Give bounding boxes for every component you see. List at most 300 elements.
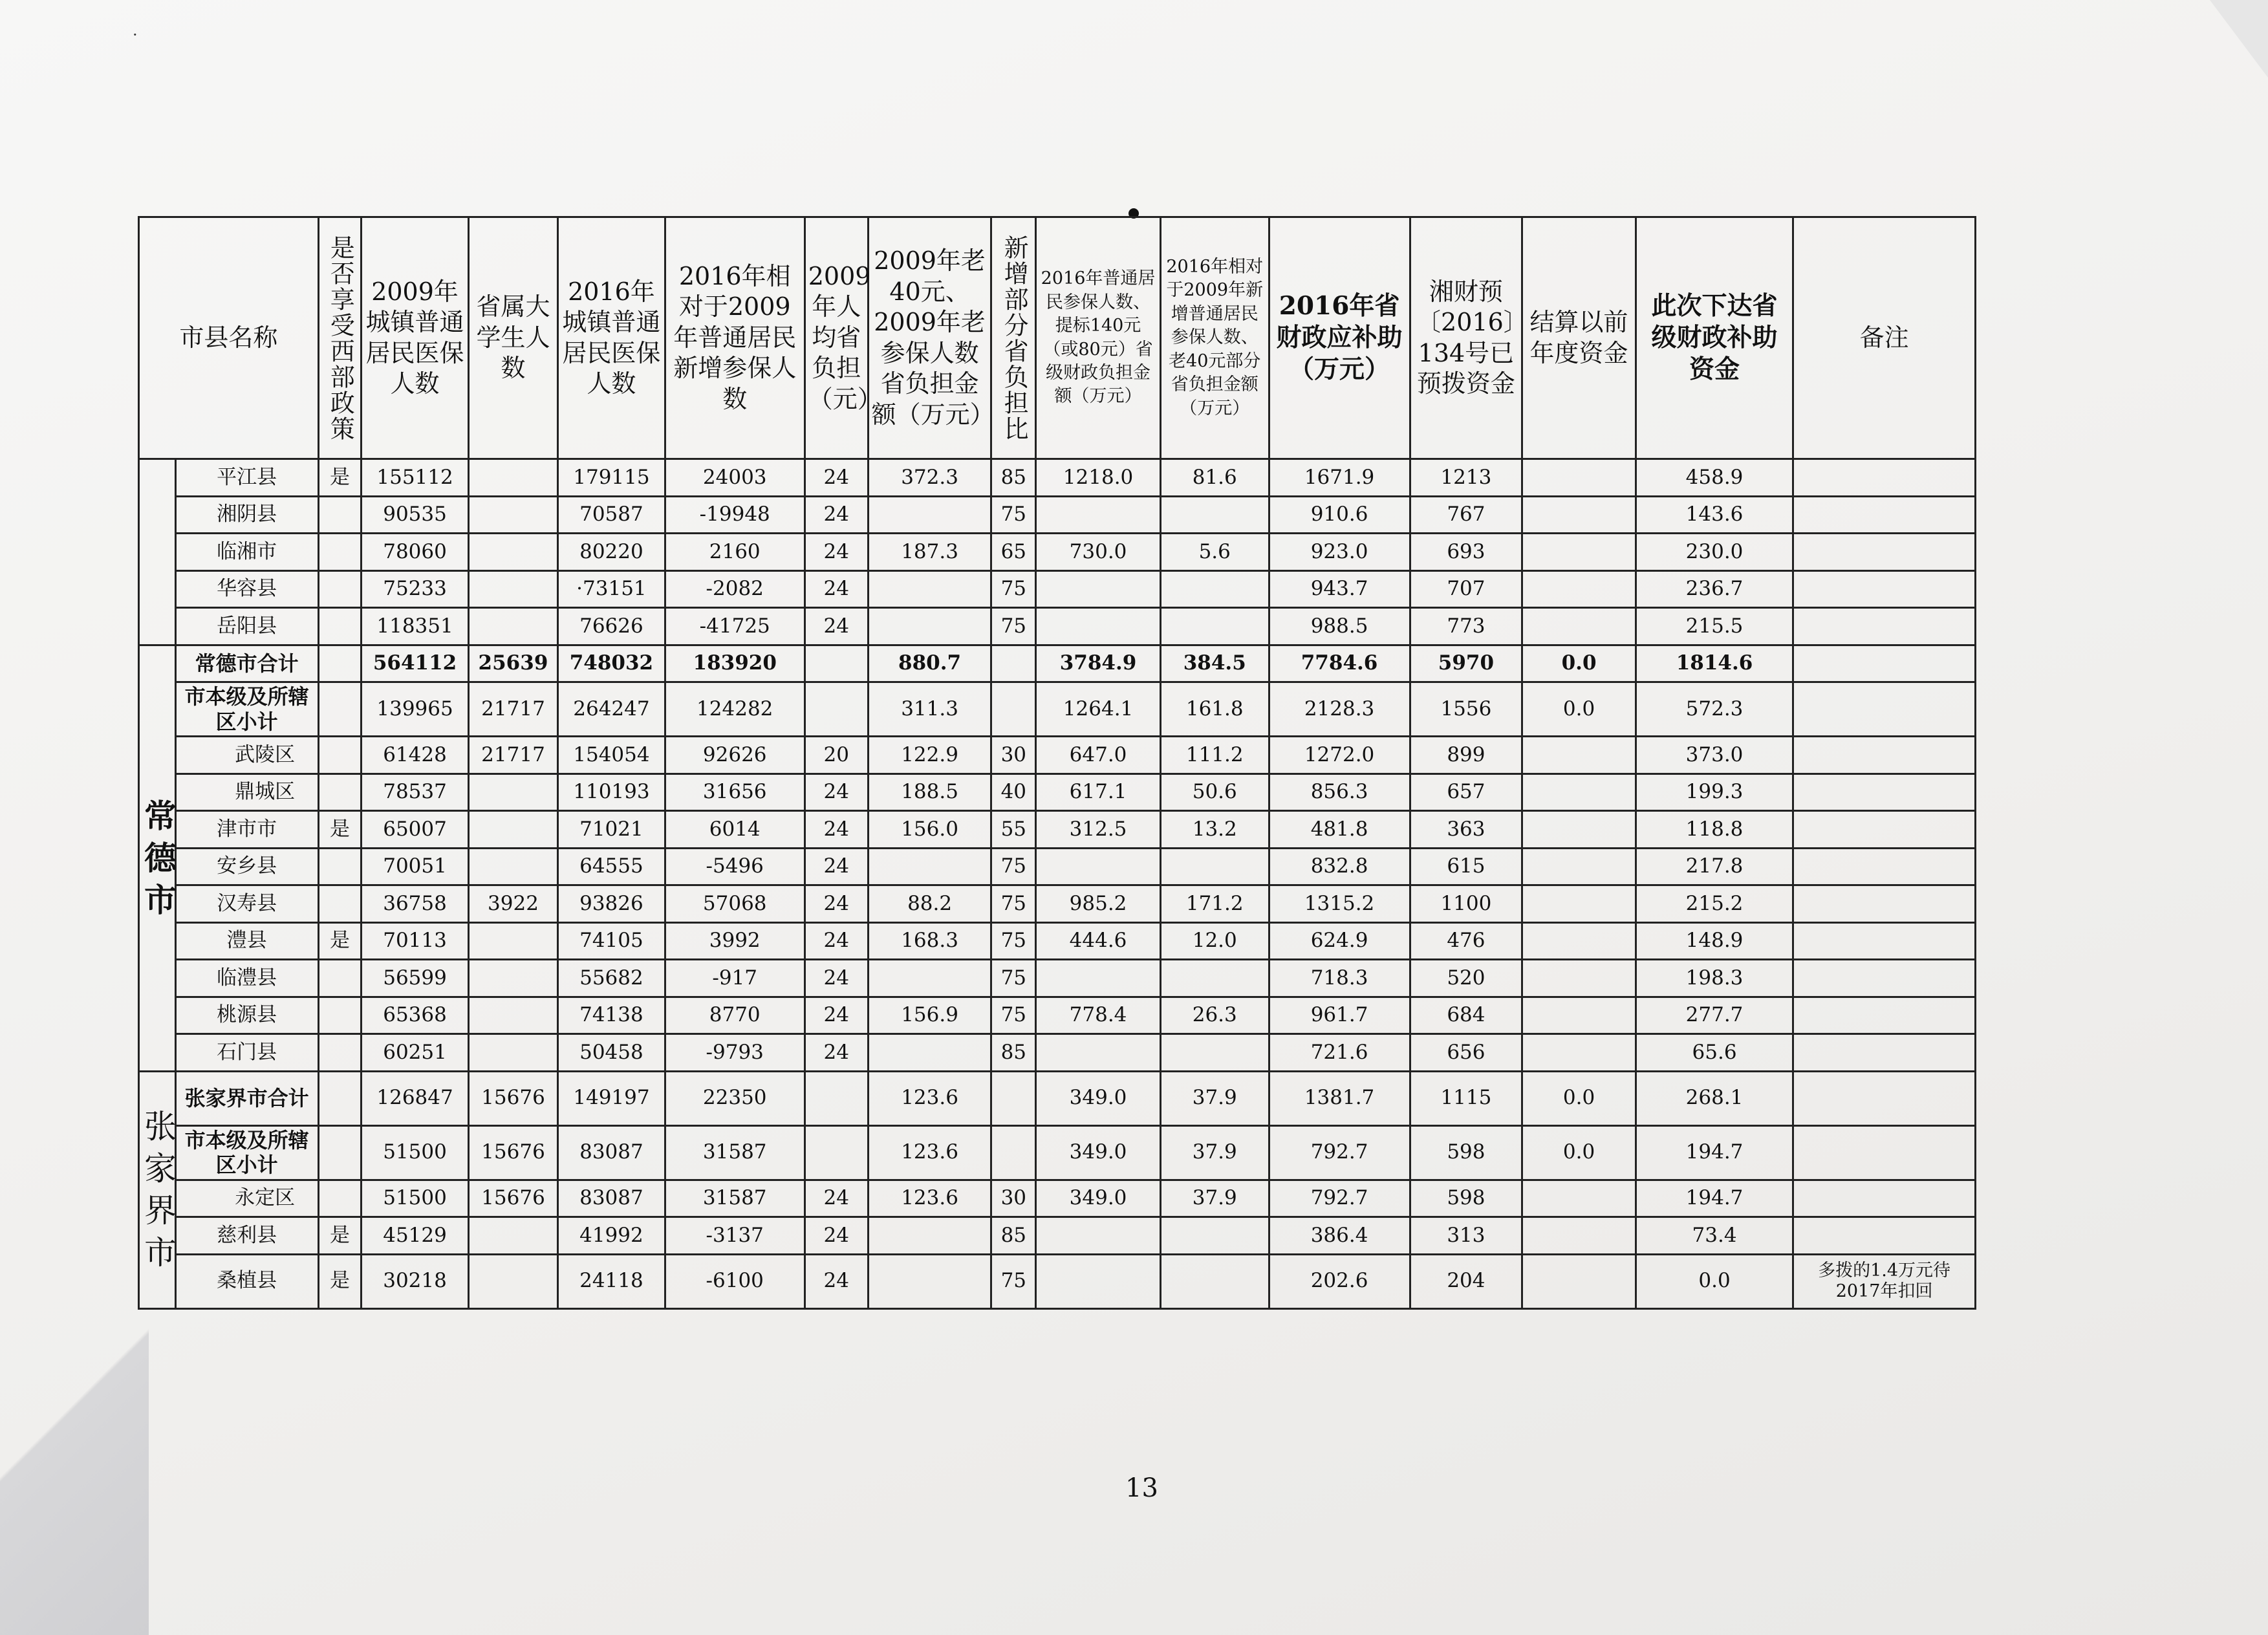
table-row xyxy=(139,960,1976,997)
cell-bn40: 37.9 xyxy=(1160,1071,1269,1125)
cell-set: 0.0 xyxy=(1522,645,1636,682)
cell-bn40: 81.6 xyxy=(1160,459,1269,497)
cell-b140: 349.0 xyxy=(1036,1180,1161,1217)
cell-b140 xyxy=(1036,608,1161,645)
cell-pc: 24 xyxy=(805,922,868,960)
cell-sub: 961.7 xyxy=(1269,997,1410,1034)
table-row xyxy=(139,645,1976,682)
cell-sub: 624.9 xyxy=(1269,922,1410,960)
cell-ratio: 75 xyxy=(991,608,1036,645)
cell-inc: -6100 xyxy=(665,1254,805,1308)
cell-ratio: 65 xyxy=(991,534,1036,571)
cell-set xyxy=(1522,1180,1636,1217)
cell-old: 311.3 xyxy=(868,682,991,737)
cell-note xyxy=(1793,1217,1976,1255)
cell-p09: 564112 xyxy=(362,645,469,682)
cell-set xyxy=(1522,960,1636,997)
cell-pre: 520 xyxy=(1410,960,1522,997)
city-group-cell xyxy=(139,645,176,1071)
table-row xyxy=(139,1180,1976,1217)
cell-p16: 748032 xyxy=(558,645,665,682)
cell-b140: 349.0 xyxy=(1036,1071,1161,1125)
subsidy-table xyxy=(138,216,1976,1310)
cell-p09: 78537 xyxy=(362,774,469,811)
cell-stu: 25639 xyxy=(468,645,557,682)
cell-stu xyxy=(468,1034,557,1072)
cell-old xyxy=(868,570,991,608)
cell-ratio xyxy=(991,1125,1036,1180)
cell-note xyxy=(1793,1125,1976,1180)
cell-old: 88.2 xyxy=(868,885,991,923)
cell-old: 123.6 xyxy=(868,1071,991,1125)
cell-ratio xyxy=(991,1071,1036,1125)
city-group-label: 常德市 xyxy=(144,797,177,919)
cell-note xyxy=(1793,1071,1976,1125)
cell-pre: 684 xyxy=(1410,997,1522,1034)
cell-b140: 312.5 xyxy=(1036,811,1161,849)
cell-ratio xyxy=(991,682,1036,737)
cell-pre: 1556 xyxy=(1410,682,1522,737)
cell-set xyxy=(1522,608,1636,645)
cell-old: 372.3 xyxy=(868,459,991,497)
cell-pc: 24 xyxy=(805,811,868,849)
cell-pc: 24 xyxy=(805,960,868,997)
cell-pc: 20 xyxy=(805,737,868,774)
row-name: 澧县 xyxy=(175,922,318,960)
cell-p09: 51500 xyxy=(362,1125,469,1180)
cell-stu xyxy=(468,774,557,811)
cell-p09: 70113 xyxy=(362,922,469,960)
cell-note xyxy=(1793,737,1976,774)
cell-p09: 60251 xyxy=(362,1034,469,1072)
row-name: 汉寿县 xyxy=(175,885,318,923)
cell-this: 198.3 xyxy=(1636,960,1793,997)
cell-p09: 36758 xyxy=(362,885,469,923)
cell-p09: 61428 xyxy=(362,737,469,774)
cell-w xyxy=(318,960,362,997)
cell-stu xyxy=(468,811,557,849)
row-name: 临湘市 xyxy=(175,534,318,571)
cell-old: 156.9 xyxy=(868,997,991,1034)
cell-this: 65.6 xyxy=(1636,1034,1793,1072)
cell-inc: 31656 xyxy=(665,774,805,811)
cell-w xyxy=(318,1071,362,1125)
table-row xyxy=(139,811,1976,849)
cell-bn40: 5.6 xyxy=(1160,534,1269,571)
cell-sub: 2128.3 xyxy=(1269,682,1410,737)
header-pop2009: 2009年城镇普通居民医保人数 xyxy=(362,217,469,459)
cell-w xyxy=(318,608,362,645)
cell-bn40 xyxy=(1160,1034,1269,1072)
cell-p16: 24118 xyxy=(558,1254,665,1308)
cell-pre: 598 xyxy=(1410,1125,1522,1180)
cell-b140 xyxy=(1036,1254,1161,1308)
cell-b140: 3784.9 xyxy=(1036,645,1161,682)
cell-inc: 6014 xyxy=(665,811,805,849)
cell-this: 215.2 xyxy=(1636,885,1793,923)
cell-ratio: 85 xyxy=(991,459,1036,497)
cell-b140 xyxy=(1036,1217,1161,1255)
cell-inc: 31587 xyxy=(665,1125,805,1180)
cell-bn40 xyxy=(1160,608,1269,645)
row-name: 市本级及所辖区小计 xyxy=(175,682,318,737)
cell-stu: 21717 xyxy=(468,682,557,737)
cell-note: 多拨的1.4万元待2017年扣回 xyxy=(1793,1254,1976,1308)
cell-p09: 155112 xyxy=(362,459,469,497)
row-name: 临澧县 xyxy=(175,960,318,997)
cell-inc: -9793 xyxy=(665,1034,805,1072)
cell-sub: 943.7 xyxy=(1269,570,1410,608)
cell-p16: 74138 xyxy=(558,997,665,1034)
cell-note xyxy=(1793,885,1976,923)
header-this-subsidy: 此次下达省级财政补助资金 xyxy=(1636,217,1793,459)
cell-bn40 xyxy=(1160,570,1269,608)
cell-p09: 75233 xyxy=(362,570,469,608)
cell-pre: 767 xyxy=(1410,496,1522,534)
cell-this: 199.3 xyxy=(1636,774,1793,811)
cell-pc: 24 xyxy=(805,570,868,608)
cell-ratio: 75 xyxy=(991,570,1036,608)
cell-pc: 24 xyxy=(805,459,868,497)
cell-this: 215.5 xyxy=(1636,608,1793,645)
cell-b140: 617.1 xyxy=(1036,774,1161,811)
cell-sub: 792.7 xyxy=(1269,1180,1410,1217)
cell-w: 是 xyxy=(318,811,362,849)
cell-pc: 24 xyxy=(805,848,868,885)
cell-w xyxy=(318,848,362,885)
header-old-burden: 2009年老40元、2009年老参保人数省负担金额（万元） xyxy=(868,217,991,459)
cell-old: 880.7 xyxy=(868,645,991,682)
cell-p09: 51500 xyxy=(362,1180,469,1217)
cell-bn40 xyxy=(1160,1217,1269,1255)
cell-ratio: 75 xyxy=(991,885,1036,923)
cell-old xyxy=(868,960,991,997)
cell-pre: 1100 xyxy=(1410,885,1522,923)
cell-ratio: 75 xyxy=(991,960,1036,997)
cell-stu: 15676 xyxy=(468,1071,557,1125)
cell-old: 156.0 xyxy=(868,811,991,849)
cell-set xyxy=(1522,811,1636,849)
cell-this: 1814.6 xyxy=(1636,645,1793,682)
cell-w xyxy=(318,1180,362,1217)
cell-note xyxy=(1793,1034,1976,1072)
row-name: 鼎城区 xyxy=(175,774,318,811)
cell-stu xyxy=(468,997,557,1034)
cell-w xyxy=(318,645,362,682)
cell-note xyxy=(1793,459,1976,497)
cell-b140: 730.0 xyxy=(1036,534,1161,571)
cell-inc: 22350 xyxy=(665,1071,805,1125)
header-increase: 2016年相对于2009年普通居民新增参保人数 xyxy=(665,217,805,459)
cell-ratio: 75 xyxy=(991,997,1036,1034)
cell-this: 143.6 xyxy=(1636,496,1793,534)
cell-inc: 31587 xyxy=(665,1180,805,1217)
cell-sub: 721.6 xyxy=(1269,1034,1410,1072)
cell-old: 123.6 xyxy=(868,1180,991,1217)
cell-b140: 647.0 xyxy=(1036,737,1161,774)
cell-bn40 xyxy=(1160,848,1269,885)
table-row xyxy=(139,1125,1976,1180)
cell-note xyxy=(1793,645,1976,682)
table-row xyxy=(139,459,1976,497)
header-row xyxy=(139,217,1976,459)
cell-old: 187.3 xyxy=(868,534,991,571)
cell-pre: 693 xyxy=(1410,534,1522,571)
cell-w xyxy=(318,496,362,534)
cell-inc: 124282 xyxy=(665,682,805,737)
cell-set xyxy=(1522,496,1636,534)
cell-p16: 179115 xyxy=(558,459,665,497)
cell-stu xyxy=(468,459,557,497)
cell-stu xyxy=(468,1254,557,1308)
header-per-capita: 2009年人均省负担（元） xyxy=(805,217,868,459)
header-western: 是否享受西部政策 xyxy=(318,217,362,459)
header-burden-140: 2016年普通居民参保人数、提标140元（或80元）省级财政负担金额（万元） xyxy=(1036,217,1161,459)
table-row xyxy=(139,1217,1976,1255)
cell-pc: 24 xyxy=(805,1034,868,1072)
cell-ratio: 85 xyxy=(991,1217,1036,1255)
cell-set: 0.0 xyxy=(1522,1125,1636,1180)
cell-this: 230.0 xyxy=(1636,534,1793,571)
cell-set xyxy=(1522,1034,1636,1072)
cell-this: 0.0 xyxy=(1636,1254,1793,1308)
cell-w xyxy=(318,885,362,923)
cell-p16: 264247 xyxy=(558,682,665,737)
cell-w xyxy=(318,1034,362,1072)
cell-old: 188.5 xyxy=(868,774,991,811)
cell-bn40 xyxy=(1160,496,1269,534)
cell-sub: 202.6 xyxy=(1269,1254,1410,1308)
cell-p09: 139965 xyxy=(362,682,469,737)
cell-w xyxy=(318,997,362,1034)
cell-w xyxy=(318,682,362,737)
cell-inc: 3992 xyxy=(665,922,805,960)
city-group-label: 张家界市 xyxy=(144,1107,177,1272)
cell-p16: 74105 xyxy=(558,922,665,960)
city-group-cell xyxy=(139,1071,176,1308)
cell-set xyxy=(1522,1217,1636,1255)
cell-sub: 7784.6 xyxy=(1269,645,1410,682)
row-name: 慈利县 xyxy=(175,1217,318,1255)
cell-pre: 313 xyxy=(1410,1217,1522,1255)
cell-ratio: 55 xyxy=(991,811,1036,849)
cell-stu: 21717 xyxy=(468,737,557,774)
row-name: 华容县 xyxy=(175,570,318,608)
cell-p09: 56599 xyxy=(362,960,469,997)
cell-pre: 899 xyxy=(1410,737,1522,774)
table-row xyxy=(139,496,1976,534)
cell-set xyxy=(1522,997,1636,1034)
cell-b140: 778.4 xyxy=(1036,997,1161,1034)
cell-inc: 183920 xyxy=(665,645,805,682)
header-prealloc: 湘财预〔2016〕134号已预拨资金 xyxy=(1410,217,1522,459)
cell-w: 是 xyxy=(318,1254,362,1308)
table-row xyxy=(139,570,1976,608)
row-name: 桑植县 xyxy=(175,1254,318,1308)
cell-bn40: 111.2 xyxy=(1160,737,1269,774)
scan-mark: · xyxy=(133,26,138,44)
cell-note xyxy=(1793,1180,1976,1217)
cell-set xyxy=(1522,534,1636,571)
cell-p16: 70587 xyxy=(558,496,665,534)
cell-b140: 444.6 xyxy=(1036,922,1161,960)
cell-old: 168.3 xyxy=(868,922,991,960)
header-burden-new40: 2016年相对于2009年新增普通居民参保人数、老40元部分省负担金额（万元） xyxy=(1160,217,1269,459)
cell-b140 xyxy=(1036,1034,1161,1072)
cell-inc: -41725 xyxy=(665,608,805,645)
cell-w xyxy=(318,534,362,571)
cell-b140: 1264.1 xyxy=(1036,682,1161,737)
cell-inc: -2082 xyxy=(665,570,805,608)
row-name: 常德市合计 xyxy=(175,645,318,682)
cell-inc: -5496 xyxy=(665,848,805,885)
table-body xyxy=(139,459,1976,1309)
cell-b140: 349.0 xyxy=(1036,1125,1161,1180)
cell-p09: 70051 xyxy=(362,848,469,885)
cell-pc xyxy=(805,682,868,737)
header-note: 备注 xyxy=(1793,217,1976,459)
cell-w xyxy=(318,1125,362,1180)
cell-pre: 476 xyxy=(1410,922,1522,960)
cell-stu xyxy=(468,534,557,571)
cell-note xyxy=(1793,496,1976,534)
cell-pre: 5970 xyxy=(1410,645,1522,682)
cell-pc: 24 xyxy=(805,774,868,811)
cell-this: 148.9 xyxy=(1636,922,1793,960)
cell-old xyxy=(868,1034,991,1072)
cell-this: 73.4 xyxy=(1636,1217,1793,1255)
cell-w: 是 xyxy=(318,922,362,960)
cell-pc: 24 xyxy=(805,1180,868,1217)
cell-this: 458.9 xyxy=(1636,459,1793,497)
cell-note xyxy=(1793,960,1976,997)
cell-stu xyxy=(468,570,557,608)
scan-shadow xyxy=(0,1273,149,1635)
cell-this: 572.3 xyxy=(1636,682,1793,737)
cell-ratio xyxy=(991,645,1036,682)
cell-sub: 792.7 xyxy=(1269,1125,1410,1180)
cell-ratio: 40 xyxy=(991,774,1036,811)
cell-set xyxy=(1522,570,1636,608)
cell-inc: -19948 xyxy=(665,496,805,534)
cell-bn40: 13.2 xyxy=(1160,811,1269,849)
cell-w xyxy=(318,737,362,774)
cell-inc: 24003 xyxy=(665,459,805,497)
row-name: 永定区 xyxy=(175,1180,318,1217)
cell-bn40 xyxy=(1160,1254,1269,1308)
row-name: 张家界市合计 xyxy=(175,1071,318,1125)
cell-pc: 24 xyxy=(805,496,868,534)
cell-stu xyxy=(468,922,557,960)
cell-sub: 1315.2 xyxy=(1269,885,1410,923)
header-settle: 结算以前年度资金 xyxy=(1522,217,1636,459)
table-row xyxy=(139,1071,1976,1125)
cell-p16: 83087 xyxy=(558,1180,665,1217)
cell-sub: 386.4 xyxy=(1269,1217,1410,1255)
cell-pre: 1115 xyxy=(1410,1071,1522,1125)
cell-set: 0.0 xyxy=(1522,1071,1636,1125)
cell-old xyxy=(868,608,991,645)
row-name: 津市市 xyxy=(175,811,318,849)
cell-inc: -3137 xyxy=(665,1217,805,1255)
cell-bn40: 26.3 xyxy=(1160,997,1269,1034)
cell-this: 277.7 xyxy=(1636,997,1793,1034)
cell-p16: 83087 xyxy=(558,1125,665,1180)
cell-p16: 149197 xyxy=(558,1071,665,1125)
cell-this: 236.7 xyxy=(1636,570,1793,608)
cell-sub: 923.0 xyxy=(1269,534,1410,571)
cell-ratio: 85 xyxy=(991,1034,1036,1072)
cell-p16: 110193 xyxy=(558,774,665,811)
cell-bn40: 171.2 xyxy=(1160,885,1269,923)
cell-p09: 30218 xyxy=(362,1254,469,1308)
row-name: 平江县 xyxy=(175,459,318,497)
table-row xyxy=(139,1034,1976,1072)
cell-p09: 65368 xyxy=(362,997,469,1034)
cell-bn40: 50.6 xyxy=(1160,774,1269,811)
cell-old xyxy=(868,1254,991,1308)
cell-this: 373.0 xyxy=(1636,737,1793,774)
cell-this: 194.7 xyxy=(1636,1125,1793,1180)
cell-old xyxy=(868,1217,991,1255)
table-row xyxy=(139,682,1976,737)
cell-note xyxy=(1793,811,1976,849)
cell-this: 118.8 xyxy=(1636,811,1793,849)
cell-set: 0.0 xyxy=(1522,682,1636,737)
cell-pre: 1213 xyxy=(1410,459,1522,497)
cell-set xyxy=(1522,774,1636,811)
cell-p16: 154054 xyxy=(558,737,665,774)
cell-pre: 598 xyxy=(1410,1180,1522,1217)
cell-set xyxy=(1522,848,1636,885)
row-name: 安乡县 xyxy=(175,848,318,885)
row-name: 湘阴县 xyxy=(175,496,318,534)
row-name: 桃源县 xyxy=(175,997,318,1034)
cell-pre: 204 xyxy=(1410,1254,1522,1308)
cell-inc: 2160 xyxy=(665,534,805,571)
cell-p16: 93826 xyxy=(558,885,665,923)
cell-pc: 24 xyxy=(805,885,868,923)
cell-ratio: 75 xyxy=(991,848,1036,885)
cell-pc: 24 xyxy=(805,608,868,645)
cell-b140 xyxy=(1036,848,1161,885)
cell-bn40: 12.0 xyxy=(1160,922,1269,960)
cell-b140 xyxy=(1036,960,1161,997)
cell-b140 xyxy=(1036,570,1161,608)
table-row xyxy=(139,534,1976,571)
cell-inc: 8770 xyxy=(665,997,805,1034)
cell-set xyxy=(1522,1254,1636,1308)
cell-stu xyxy=(468,496,557,534)
table-row xyxy=(139,997,1976,1034)
cell-p16: 76626 xyxy=(558,608,665,645)
cell-p16: 80220 xyxy=(558,534,665,571)
cell-stu xyxy=(468,848,557,885)
cell-ratio: 75 xyxy=(991,496,1036,534)
cell-stu xyxy=(468,960,557,997)
cell-bn40 xyxy=(1160,960,1269,997)
cell-ratio: 30 xyxy=(991,737,1036,774)
cell-sub: 1381.7 xyxy=(1269,1071,1410,1125)
cell-p09: 90535 xyxy=(362,496,469,534)
cell-pc xyxy=(805,1125,868,1180)
cell-note xyxy=(1793,682,1976,737)
cell-note xyxy=(1793,570,1976,608)
cell-old: 122.9 xyxy=(868,737,991,774)
cell-p16: 50458 xyxy=(558,1034,665,1072)
cell-w: 是 xyxy=(318,1217,362,1255)
cell-sub: 1671.9 xyxy=(1269,459,1410,497)
